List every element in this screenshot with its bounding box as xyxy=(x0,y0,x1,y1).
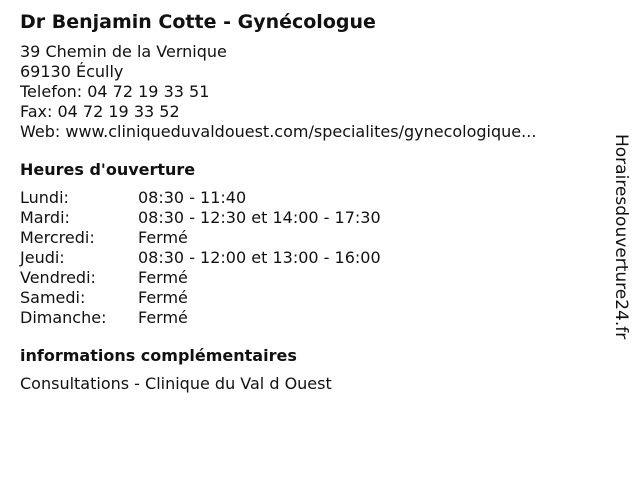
day-label: Jeudi: xyxy=(20,248,65,267)
phone-line: Telefon: 04 72 19 33 51 xyxy=(20,82,210,101)
day-label: Samedi: xyxy=(20,288,86,307)
day-label: Vendredi: xyxy=(20,268,96,287)
hours-value: 08:30 - 11:40 xyxy=(138,188,247,207)
opening-hours-heading: Heures d'ouverture xyxy=(20,160,196,179)
hours-value: 08:30 - 12:30 et 14:00 - 17:30 xyxy=(138,208,381,227)
hours-row-friday xyxy=(20,268,600,288)
hours-row-monday xyxy=(20,188,600,208)
additional-info-text: Consultations - Clinique du Val d Ouest xyxy=(20,374,332,393)
vertical-site-watermark xyxy=(608,134,632,374)
address-line-1: 39 Chemin de la Vernique xyxy=(20,42,227,61)
opening-hours-table xyxy=(20,188,600,328)
hours-value: Fermé xyxy=(138,308,188,327)
website-link[interactable]: Web: www.cliniqueduvaldouest.com/specialites/gynecologique... xyxy=(20,122,537,141)
hours-row-sunday xyxy=(20,308,600,328)
business-info-card xyxy=(20,10,600,394)
watermark-text: Horairesdouverture24.fr xyxy=(611,134,631,340)
hours-row-saturday xyxy=(20,288,600,308)
hours-row-wednesday xyxy=(20,228,600,248)
address-line-2: 69130 Écully xyxy=(20,62,124,81)
day-label: Mercredi: xyxy=(20,228,95,247)
hours-row-thursday xyxy=(20,248,600,268)
hours-value: Fermé xyxy=(138,288,188,307)
business-name: Dr Benjamin Cotte - Gynécologue xyxy=(20,11,376,33)
hours-row-tuesday xyxy=(20,208,600,228)
hours-value: 08:30 - 12:00 et 13:00 - 16:00 xyxy=(138,248,381,267)
hours-value: Fermé xyxy=(138,228,188,247)
day-label: Lundi: xyxy=(20,188,69,207)
hours-value: Fermé xyxy=(138,268,188,287)
day-label: Mardi: xyxy=(20,208,70,227)
additional-info-heading: informations complémentaires xyxy=(20,346,297,365)
day-label: Dimanche: xyxy=(20,308,107,327)
fax-line: Fax: 04 72 19 33 52 xyxy=(20,102,180,121)
